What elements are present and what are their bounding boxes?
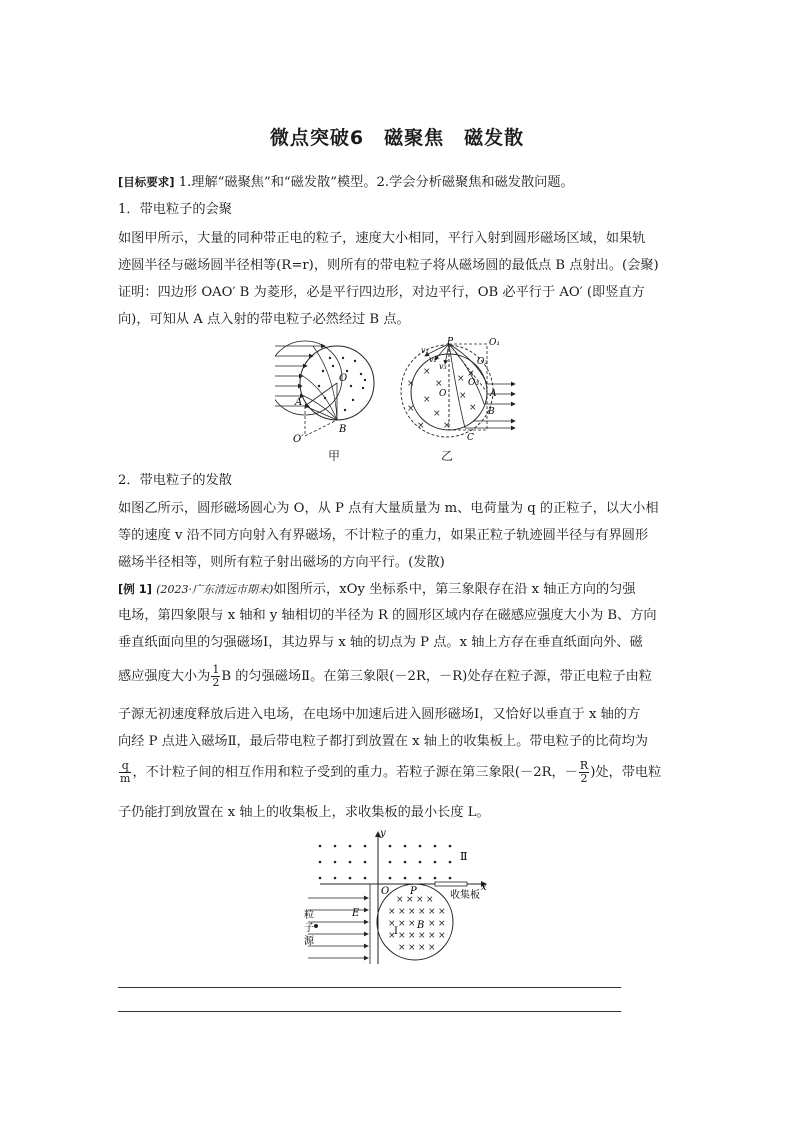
svg-text:×: × [426, 895, 434, 905]
svg-text:×: × [418, 931, 426, 941]
fig1-label-a-right: A [490, 389, 497, 399]
answer-line-1 [118, 987, 621, 988]
svg-text:×: × [398, 919, 406, 929]
fig2-region1-label: Ⅰ [394, 926, 398, 937]
example-line7: $\frac{q}{m}$ ，不计粒子间的相互作用和粒子受到的重力。若粒子源在第三象限(－2R，－ $\frac{R}{2}$ )处，带电粒 [120, 759, 662, 785]
fraction-half: $\frac{1}{2}$ [212, 663, 220, 689]
fig1-label-b: B [339, 424, 347, 435]
svg-text:×: × [408, 931, 416, 941]
example-line2: 电场，第四象限与 x 轴和 y 轴相切的半径为 R 的圆形区域内存在磁感应强度大小为 B、方向 [118, 608, 657, 623]
svg-text:×: × [423, 367, 431, 377]
fig2-source-char1: 粒 [304, 910, 314, 921]
section1-heading: 1．带电粒子的会聚 [118, 202, 232, 217]
svg-text:×: × [417, 421, 425, 431]
svg-text:×: × [435, 379, 443, 389]
fig1-label-o: O [339, 373, 348, 384]
svg-text:×: × [428, 919, 436, 929]
example-line4: 感应强度大小为 $\frac{1}{2}$ B 的匀强磁场Ⅱ。在第三象限(－2R，－R)处存在粒子源，带正电粒子由粒 [118, 663, 652, 689]
svg-text:×: × [438, 907, 446, 917]
svg-text:×: × [408, 943, 416, 953]
fig1-label-o1: O₁ [489, 338, 500, 348]
goal-tag: [目标要求] [118, 175, 175, 189]
svg-text:×: × [407, 404, 415, 414]
example-tag: [例 1] [118, 582, 153, 596]
fig1-label-v2: v₂ [429, 355, 437, 364]
svg-text:×: × [408, 919, 416, 929]
fig2-y-label: y [380, 828, 386, 839]
example-line6: 向经 P 点进入磁场Ⅱ，最后带电粒子都打到放置在 x 轴上的收集板上。带电粒子的比荷均为 [118, 734, 648, 749]
caption-jia: 甲 [328, 449, 341, 463]
svg-text:×: × [443, 421, 451, 431]
fig1-label-o-right: O [439, 389, 447, 399]
section2-heading: 2．带电粒子的发散 [118, 473, 232, 488]
fig2-source-char2: 子 [304, 923, 314, 934]
section2-line3: 磁场半径相等，则所有粒子射出磁场的方向平行。(发散) [118, 555, 445, 570]
fig2-p-label: P [410, 886, 417, 897]
svg-text:×: × [438, 931, 446, 941]
fig2-collector-label: 收集板 [450, 890, 480, 901]
caption-yi: 乙 [441, 449, 454, 463]
example-line8: 子仍能打到放置在 x 轴上的收集板上，求收集板的最小长度 L。 [118, 805, 490, 820]
svg-text:×: × [438, 919, 446, 929]
answer-line-2 [118, 1011, 621, 1012]
fraction-q-m: $\frac{q}{m}$ [120, 759, 131, 785]
section1-line3: 证明：四边形 OAO′ B 为菱形，必是平行四边形，对边平行，OB 必平行于 AO′ (即竖直方 [118, 285, 645, 300]
section2-line1: 如图乙所示，圆形磁场圆心为 O，从 P 点有大量质量为 m、电荷量为 q 的正粒子，以大小相 [118, 501, 659, 516]
fig1-label-p: P [447, 337, 454, 347]
svg-text:×: × [398, 931, 406, 941]
example-source: (2023·广东清远市期末) [156, 583, 274, 596]
svg-text:×: × [398, 943, 406, 953]
fig2-o-label: O [381, 886, 390, 897]
figure-example1 [300, 826, 500, 970]
svg-text:×: × [398, 907, 406, 917]
svg-text:×: × [416, 895, 424, 905]
fig1-label-c: C [467, 433, 474, 443]
svg-text:×: × [469, 403, 477, 413]
fig1-label-a: A [295, 397, 303, 408]
fig1-label-v1: v₁ [421, 346, 429, 355]
goal-text: 1.理解“磁聚焦”和“磁发散”模型。2.学会分析磁聚焦和磁发散问题。 [174, 175, 574, 190]
fig1-label-o3: O₃ [468, 378, 479, 388]
section2-line2: 等的速度 v 沿不同方向射入有界磁场，不计粒子的重力，如果正粒子轨迹圆半径与有界圆形 [118, 528, 649, 543]
fig2-b-label: B [417, 920, 425, 931]
page-title: 微点突破6 磁聚焦 磁发散 [269, 127, 525, 149]
section1-line1: 如图甲所示，大量的同种带正电的粒子，速度大小相同，平行入射到圆形磁场区域，如果轨 [118, 231, 646, 246]
example-line5: 子源无初速度释放后进入电场，在电场中加速后进入圆形磁场Ⅰ，又恰好以垂直于 x 轴的方 [118, 707, 641, 722]
fig2-source-char3: 源 [304, 936, 314, 947]
fig2-e-label: E [352, 908, 360, 919]
goal-paragraph [118, 169, 683, 196]
svg-text:×: × [423, 395, 431, 405]
svg-text:×: × [396, 895, 404, 905]
section1-line2: 迹圆半径与磁场圆半径相等(R=r)，则所有的带电粒子将从磁场圆的最低点 B 点射出。(会聚) [118, 258, 659, 273]
fig1-label-o2: O₂ [477, 357, 488, 367]
svg-text:×: × [408, 907, 416, 917]
example-line3: 垂直纸面向里的匀强磁场Ⅰ，其边界与 x 轴的切点为 P 点。x 轴上方存在垂直纸面向外、磁 [118, 635, 643, 650]
svg-text:×: × [433, 409, 441, 419]
figure-jia [275, 336, 385, 450]
svg-text:×: × [459, 391, 467, 401]
fig1-label-b-right: B [488, 407, 495, 417]
figure-yi [395, 336, 520, 450]
svg-text:×: × [428, 907, 436, 917]
svg-text:×: × [406, 895, 414, 905]
svg-text:×: × [388, 931, 396, 941]
svg-text:×: × [418, 907, 426, 917]
example-line1: [例 1] (2023·广东清远市期末)如图所示，xOy 坐标系中，第三象限存在沿 x 轴正方向的匀强 [118, 582, 636, 597]
svg-text:×: × [388, 907, 396, 917]
fig2-region2-label: Ⅱ [460, 850, 468, 863]
svg-text:×: × [467, 369, 475, 379]
fig2-x-label: x [481, 882, 487, 893]
svg-text:×: × [457, 374, 465, 384]
fraction-r-2: $\frac{R}{2}$ [579, 759, 589, 785]
fig1-label-v3: v₃ [439, 362, 447, 371]
svg-text:×: × [428, 931, 436, 941]
svg-text:×: × [388, 919, 396, 929]
section1-line4: 向)，可知从 A 点入射的带电粒子必然经过 B 点。 [118, 312, 410, 327]
fig1-label-oprime: O′ [293, 434, 304, 445]
svg-text:×: × [418, 943, 426, 953]
svg-text:×: × [407, 379, 415, 389]
svg-text:×: × [428, 943, 436, 953]
